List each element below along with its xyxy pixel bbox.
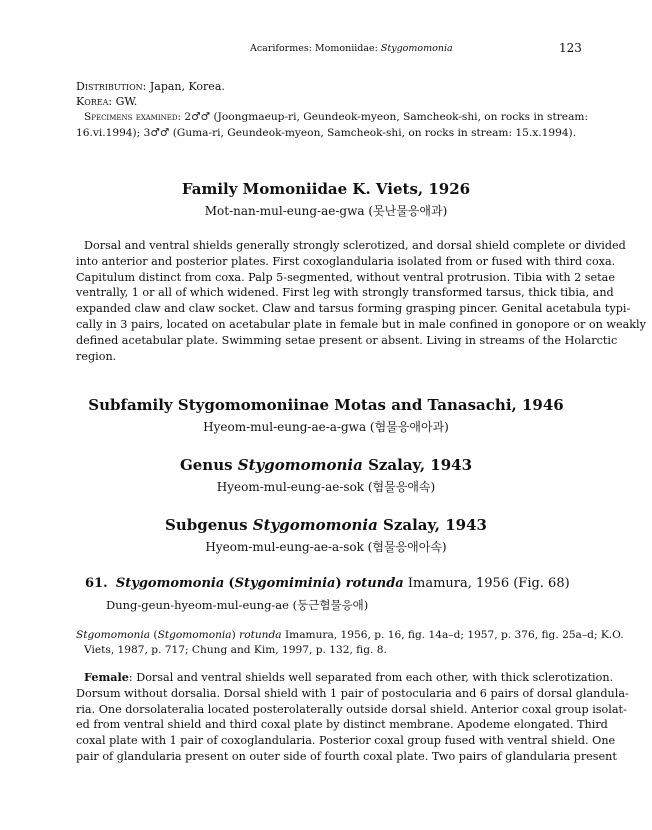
subgenus-italic: Stygomomonia [252,516,378,534]
genus-italic: Stygomomonia [237,456,363,474]
female-line: ria. One dorsolateralia located posterolaterally outside dorsal shield. Anterior coxal group isolat- [76,702,627,716]
female-description [76,670,629,765]
desc-line: expanded claw and claw socket. Claw and tarsus forming grasping pincer. Genital acetabula typi- [76,302,631,316]
family-korean: Mot-nan-mul-eung-ae-gwa (못난물응애과) [204,204,448,218]
specimens-label: Specimens examined [84,111,178,123]
subfamily-korean: Hyeom-mul-eung-ae-a-gwa (혐물응애아과) [203,420,449,434]
korea-label: Korea [76,95,109,108]
female-line: ed from ventral shield and third coxal plate by distinct membrane. Apodeme elongated. Third [76,718,608,732]
genus-korean: Hyeom-mul-eung-ae-sok (혐물응애속) [216,480,436,494]
species-title: 61. Stygomomonia (Stygomiminia) rotunda Imamura, 1956 (Fig. 68) [85,576,570,591]
desc-line: ventrally, 1 or all of which widened. First leg with strongly transformed tarsus, thick tibia, and [76,286,614,300]
citation-genus: Stgomomonia [76,629,151,641]
running-head [250,43,453,54]
specimens-line-2: 16.vi.1994); 3♂♂ (Guma-ri, Geundeok-myeon, Samcheok-shi, on rocks in stream: 15.x.1994). [76,127,577,139]
female-line: Dorsum without dorsalia. Dorsal shield with 1 pair of postocularia and 6 pairs of dorsal glandula- [76,686,629,700]
subfamily-title: Subfamily Stygomomoniinae Motas and Tanasachi, 1946 [88,396,564,414]
distribution-label: Distribution [76,80,143,93]
desc-line: into anterior and posterior plates. First coxoglandularia isolated from or fused with third coxa. [76,254,616,268]
female-line [76,670,614,686]
species-epithet: rotunda [345,576,404,591]
running-head-text: Acariformes: Momoniidae: [250,43,381,54]
female-line-text: : Dorsal and ventral shields well separated from each other, with thick sclerotization. [128,671,614,684]
korea-value: : GW. [108,95,138,108]
subgenus-korean: Hyeom-mul-eung-ae-a-sok (혐물응애아속) [205,540,447,554]
page-number: 123 [559,41,582,55]
genus-suffix: Szalay, 1943 [362,456,473,474]
subgenus-title [0,516,652,534]
citation-line-2: Viets, 1987, p. 717; Chung and Kim, 1997, p. 132, fig. 8. [84,644,387,656]
subgenus-suffix: Szalay, 1943 [377,516,487,534]
female-label: Female [84,670,129,684]
genus-prefix: Genus [179,456,238,474]
female-line: pair of glandularia present on outer side of fourth coxal plate. Two pairs of glandularia present [76,749,617,763]
desc-line: cally in 3 pairs, located on acetabular plate in female but in male confined in gonopore or on weakly [76,317,646,331]
citation-rest: Imamura, 1956, p. 16, fig. 14a–d; 1957, p. 376, fig. 25a–d; K.O. [281,629,624,641]
species-subgenus: Stygomiminia [234,576,336,591]
distribution-line [76,80,576,95]
specimens-line-1 [84,110,589,125]
korea-line [76,95,576,110]
citation-epithet: rotunda [239,629,282,641]
species-korean: Dung-geun-hyeom-mul-eung-ae (둥근혐물응애) [106,598,369,612]
desc-line: Capitulum distinct from coxa. Palp 5-segmented, without ventral protrusion. Tibia with 2 setae [76,270,615,284]
family-description [76,238,646,364]
desc-line: defined acetabular plate. Swimming setae present or absent. Living in streams of the Holarctic [76,333,618,347]
family-title: Family Momoniidae K. Viets, 1926 [181,180,471,198]
running-head-italic: Stygomomonia [380,43,453,54]
female-line: coxal plate with 1 pair of coxoglandularia. Posterior coxal group fused with ventral shield. One [76,734,616,748]
species-number: 61. [85,576,108,591]
species-genus: Stygomomonia [115,576,225,591]
desc-line: region. [76,349,117,363]
genus-title [0,456,652,474]
desc-line: Dorsal and ventral shields generally strongly sclerotized, and dorsal shield complete or divided [84,239,626,252]
distribution-value: : Japan, Korea. [142,80,225,93]
subgenus-prefix: Subgenus [165,516,253,534]
species-author: Imamura, 1956 (Fig. 68) [403,576,570,591]
citation-line-1: Stgomomonia (Stgomomonia) rotunda Imamura, 1956, p. 16, fig. 14a–d; 1957, p. 376, fig. 25a–d; K.O. [76,629,624,641]
specimens-value-1: : 2♂♂ (Joongmaeup-ri, Geundeok-myeon, Samcheok-shi, on rocks in stream: [177,111,589,123]
citation-subgenus: Stgomomonia [157,629,232,641]
